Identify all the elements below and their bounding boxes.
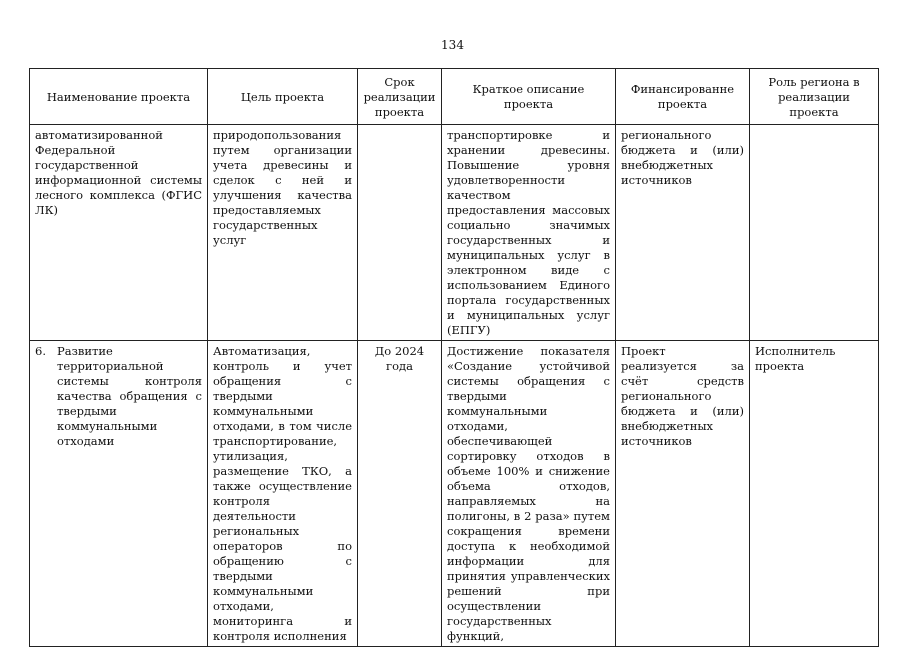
cell-role [750,125,879,341]
page-number: 134 [441,38,464,52]
header-project-goal: Цель проекта [208,69,358,125]
cell-goal: природопользования путем организации учета древесины и сделок с ней и улучшения качества предоставляемых государственных услуг [208,125,358,341]
header-project-financing: Финансированне проекта [616,69,750,125]
header-project-name: Наименование проекта [30,69,208,125]
table-row [30,341,879,647]
projects-table [29,68,879,647]
cell-financing: регионального бюджета и (или) внебюджетных источников [616,125,750,341]
cell-term: До 2024 года [358,341,442,647]
header-project-term: Срок реализации проекта [358,69,442,125]
project-name-text: Развитие территориальной системы контроля качества обращения с твердыми коммунальными отходами [57,344,202,448]
cell-term [358,125,442,341]
cell-name [30,341,208,647]
row-number: 6. [35,344,46,358]
table-header-row [30,69,879,125]
table-row [30,125,879,341]
cell-financing: Проект реализуется за счёт средств регионального бюджета и (или) внебюджетных источников [616,341,750,647]
cell-name: автоматизированной Федеральной государственной информационной системы лесного комплекса (ФГИС ЛК) [30,125,208,341]
cell-goal: Автоматизация, контроль и учет обращения с твердыми коммунальными отходами, в том числе транспортирование, утилизация, размещение ТКО, а также осуществление контроля деятельности региональных операторов по обращению с твердыми коммунальными отходами, мониторинга и контроля исполнения [208,341,358,647]
header-project-description: Краткое описание проекта [442,69,616,125]
cell-description: транспортировке и хранении древесины. Повышение уровня удовлетворенности качеством предоставления массовых социально значимых государственных и муниципальных услуг в электронном виде с использованием Единого портала государственных и муниципальных услуг (ЕПГУ) [442,125,616,341]
header-region-role: Роль региона в реализации проекта [750,69,879,125]
cell-role: Исполнитель проекта [750,341,879,647]
cell-description: Достижение показателя «Создание устойчивой системы обращения с твердыми коммунальными отходами, обеспечивающей сортировку отходов в объеме 100% и снижение объема отходов, направляемых на полигоны, в 2 раза» путем сокращения времени доступа к необходимой информации для принятия управленческих решений при осуществлении государственных функций, [442,341,616,647]
